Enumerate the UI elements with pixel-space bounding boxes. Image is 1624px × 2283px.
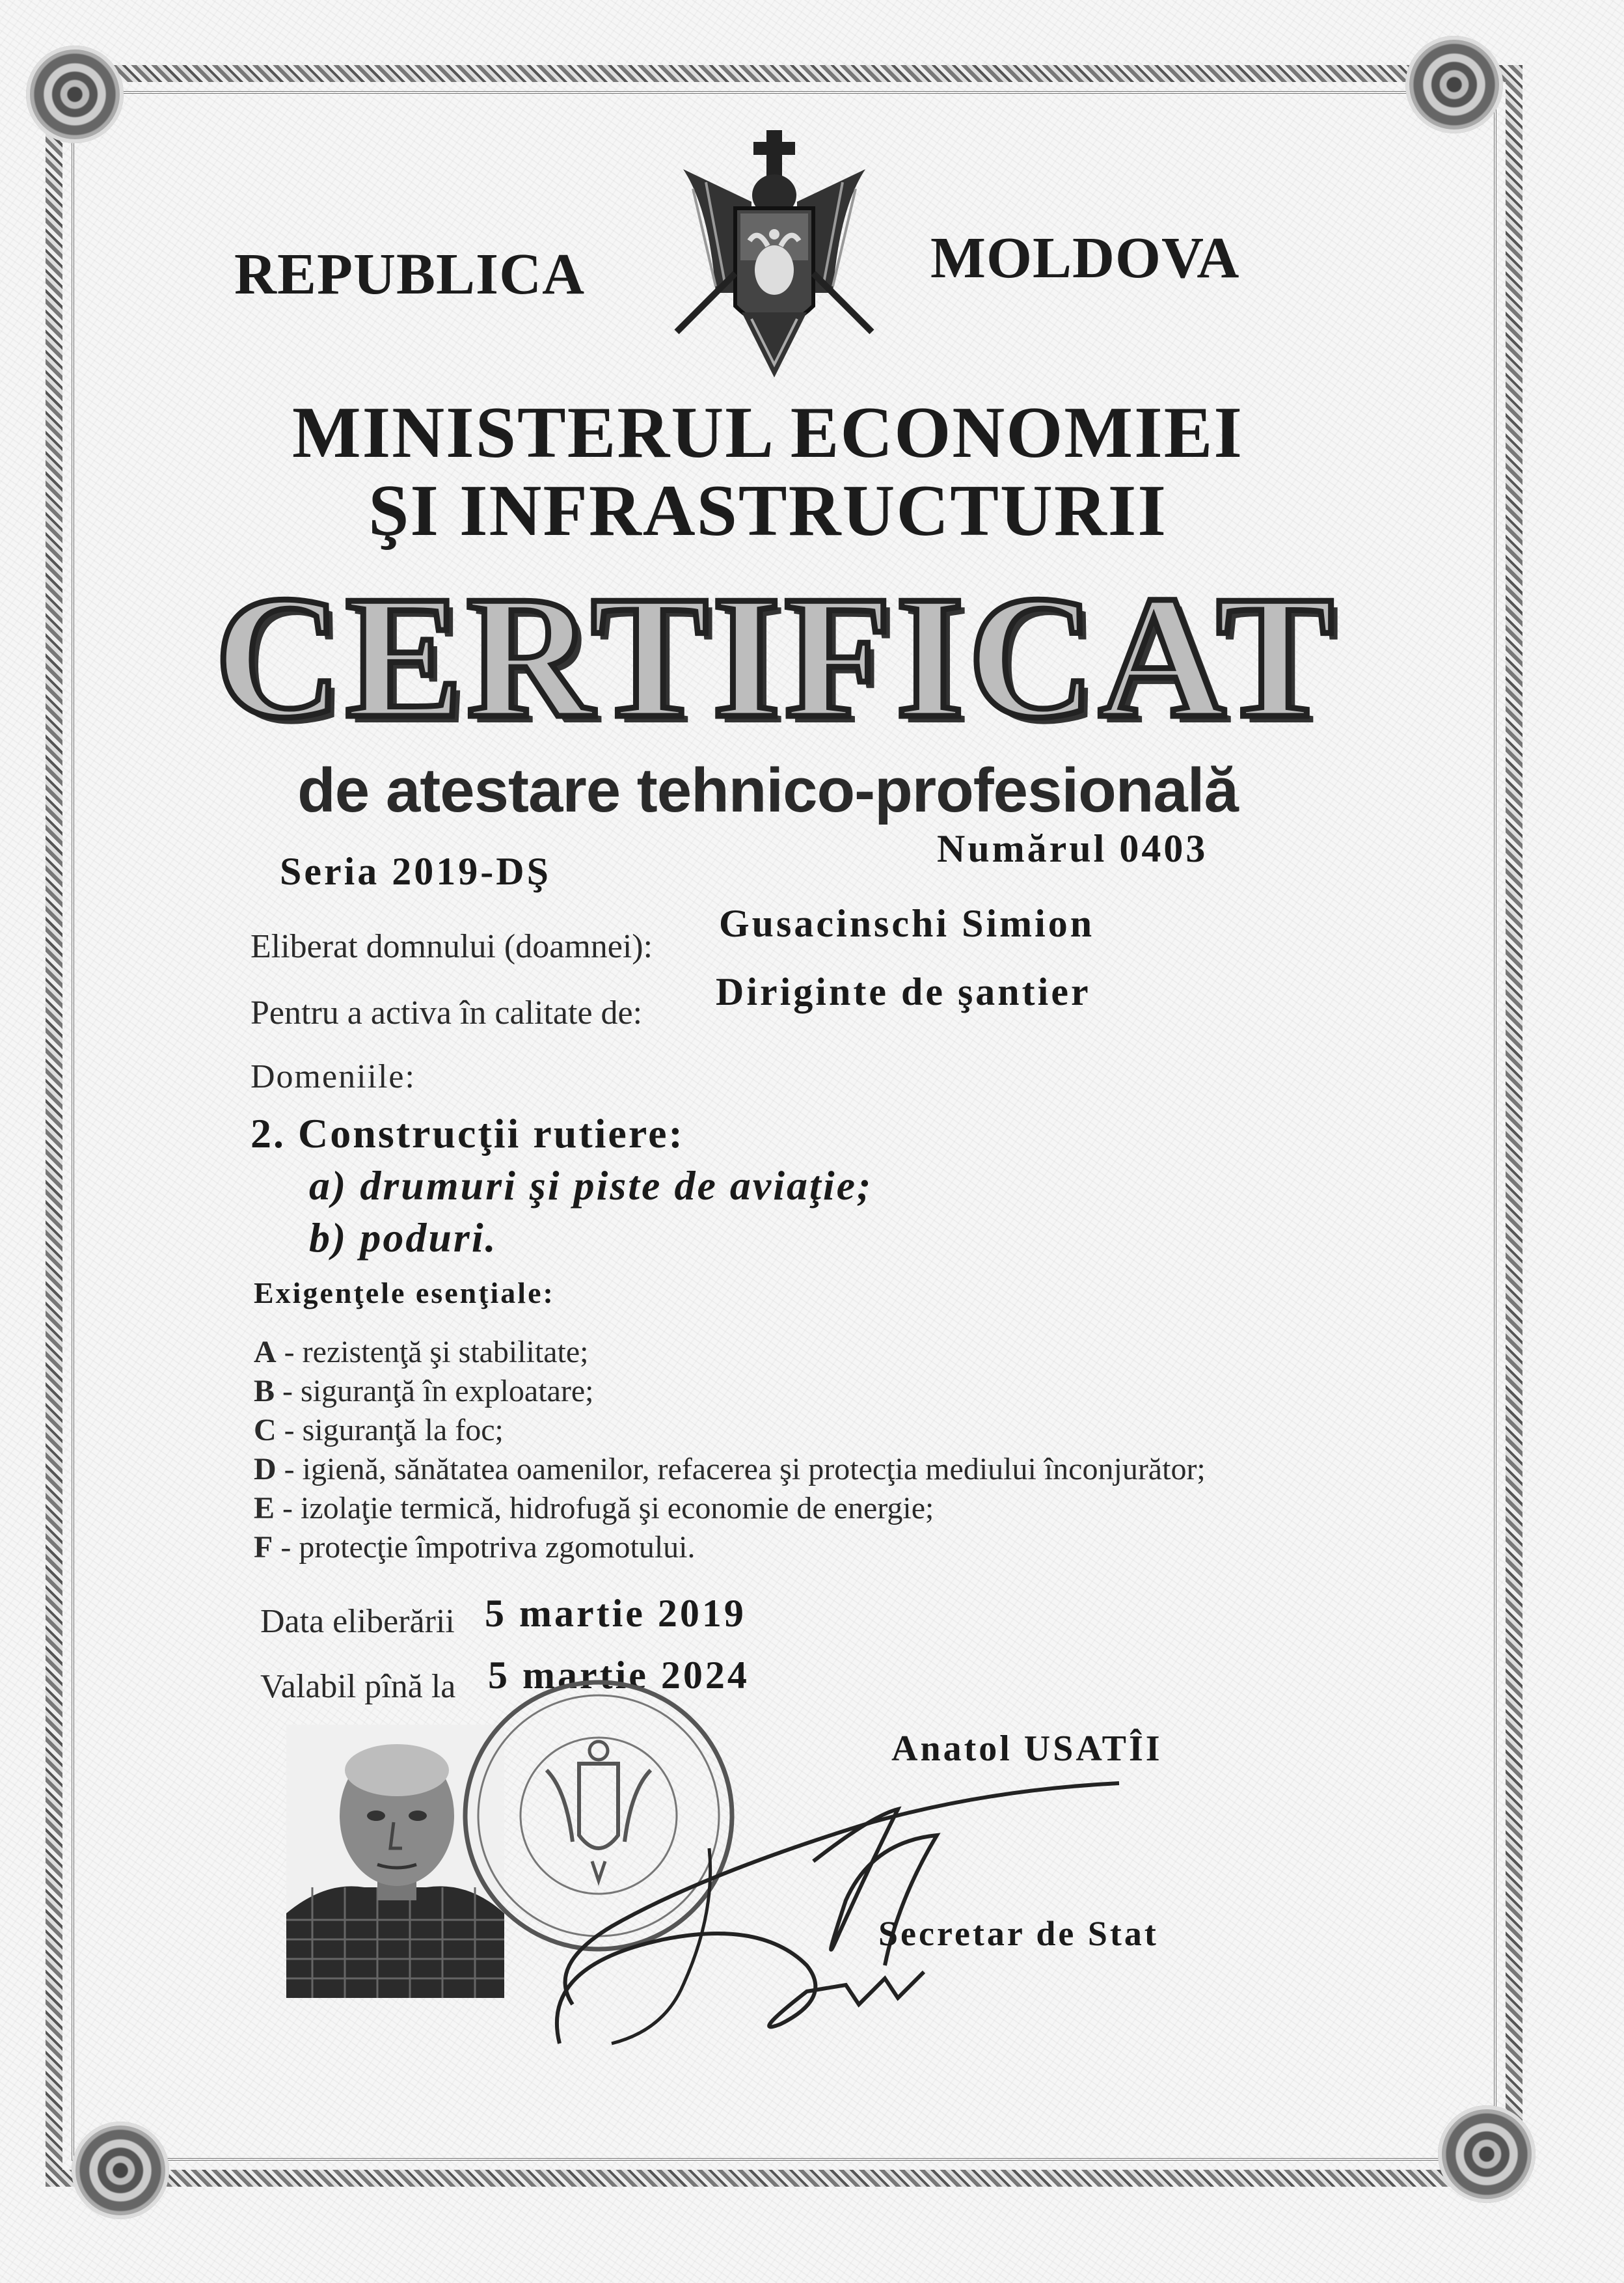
signatory-name: Anatol USATÎI: [891, 1729, 1163, 1769]
domains-label: Domeniile:: [250, 1058, 416, 1095]
requirement-item: D - igienă, sănătatea oamenilor, refacerea şi protecţia mediului înconjurător;: [254, 1452, 1206, 1486]
valid-until-value: 5 martie 2024: [488, 1654, 750, 1697]
number: Numărul 0403: [937, 827, 1208, 870]
corner-rosette-top-left: [26, 46, 124, 143]
requirement-item: E - izolaţie termică, hidrofugă şi economie de energie;: [254, 1491, 934, 1525]
ministry-line-1: MINISTERUL ECONOMIEI: [291, 392, 1244, 473]
ministry-line-2: ŞI INFRASTRUCTURII: [368, 471, 1167, 551]
domain-item: a) drumuri şi piste de aviaţie;: [309, 1162, 873, 1209]
domain-heading: 2. Construcţii rutiere:: [250, 1110, 684, 1156]
header-moldova: MOLDOVA: [930, 226, 1240, 290]
requirement-item: F - protecţie împotriva zgomotului.: [254, 1530, 696, 1565]
coat-of-arms-icon: [670, 130, 878, 390]
issued-to-name: Gusacinschi Simion: [719, 902, 1095, 945]
requirement-item: B - siguranţă în exploatare;: [254, 1374, 594, 1408]
requirements-label: Exigenţele esenţiale:: [254, 1276, 555, 1309]
valid-until-label: Valabil pînă la: [260, 1668, 456, 1705]
issue-date-label: Data eliberării: [260, 1603, 455, 1640]
corner-rosette-top-right: [1405, 36, 1503, 133]
requirement-item: A - rezistenţă şi stabilitate;: [254, 1335, 589, 1369]
header-republica: REPUBLICA: [234, 242, 586, 307]
corner-rosette-bottom-right: [1438, 2105, 1536, 2203]
requirement-item: C - siguranţă la foc;: [254, 1413, 504, 1447]
domain-item: b) poduri.: [309, 1214, 498, 1261]
role-value: Diriginte de şantier: [716, 970, 1091, 1013]
certificate-subtitle: de atestare tehnico-profesională: [297, 756, 1238, 825]
issued-to-label: Eliberat domnului (doamnei):: [250, 928, 653, 965]
signatory-position: Secretar de Stat: [878, 1914, 1159, 1953]
issue-date-value: 5 martie 2019: [485, 1592, 746, 1635]
series: Seria 2019-DŞ: [280, 850, 551, 893]
role-label: Pentru a activa în calitate de:: [250, 994, 643, 1032]
corner-rosette-bottom-left: [72, 2122, 169, 2219]
certificate-title: CERTIFICAT: [215, 560, 1338, 754]
